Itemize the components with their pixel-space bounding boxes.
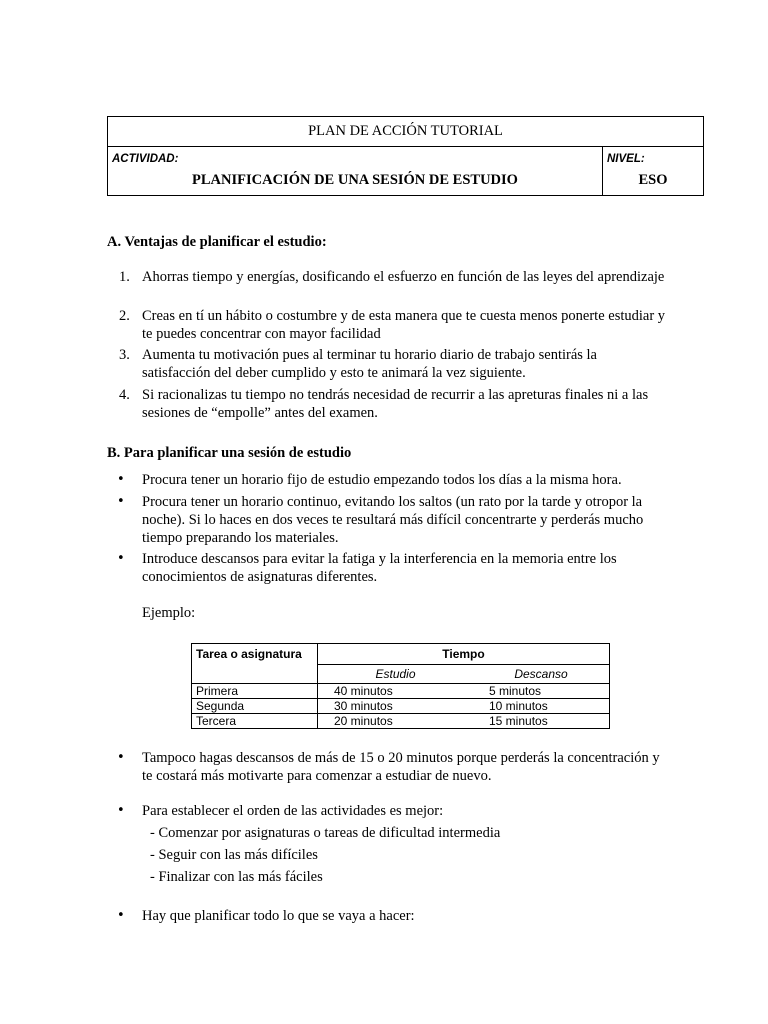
table-subheader-rest: Descanso <box>473 665 610 684</box>
list-item <box>107 268 667 286</box>
list-number: 1. <box>119 269 130 285</box>
example-table <box>191 643 610 729</box>
table-cell: 30 minutos <box>318 699 474 714</box>
list-item-text: Creas en tí un hábito o costumbre y de esta manera que te cuesta menos ponerte estudiar y te puedes concentrar con mayor facilidad <box>142 308 666 342</box>
list-number: 4. <box>119 387 130 403</box>
list-item <box>107 749 667 785</box>
list-item-text: Si racionalizas tu tiempo no tendrás necesidad de recurrir a las apreturas finales ni a las sesiones de “empolle” antes del examen. <box>142 387 649 421</box>
list-item-text: Ahorras tiempo y energías, dosificando el esfuerzo en función de las leyes del aprendizaje <box>142 269 665 285</box>
bullet-icon: • <box>117 908 125 923</box>
level-label: NIVEL: <box>607 153 645 165</box>
header-table <box>107 116 704 196</box>
list-number: 2. <box>119 308 130 324</box>
table-cell: 5 minutos <box>473 684 610 699</box>
list-item <box>107 550 667 586</box>
activity-cell <box>108 147 603 195</box>
list-item-text: Hay que planificar todo lo que se vaya a hacer: <box>142 908 415 924</box>
table-cell: 10 minutos <box>473 699 610 714</box>
list-item-text: Procura tener un horario fijo de estudio empezando todos los días a la misma hora. <box>142 472 622 488</box>
section-b-title: B. Para planificar una sesión de estudio <box>107 445 352 461</box>
activity-value: PLANIFICACIÓN DE UNA SESIÓN DE ESTUDIO <box>192 172 518 188</box>
table-cell: Primera <box>192 684 318 699</box>
list-item <box>107 907 667 925</box>
header-row <box>108 147 703 195</box>
table-row <box>192 684 610 699</box>
header-title: PLAN DE ACCIÓN TUTORIAL <box>108 117 703 147</box>
list-item <box>107 471 667 489</box>
list-item <box>107 802 667 820</box>
list-item <box>107 307 667 343</box>
bullet-icon: • <box>117 494 125 509</box>
list-item-text: Aumenta tu motivación pues al terminar tu horario diario de trabajo sentirás la satisfacción del deber cumplido y esto te animará la vez siguiente. <box>142 347 597 381</box>
list-item-text: Tampoco hagas descansos de más de 15 o 20 minutos porque perderás la concentración y te costará más motivarte para comenzar a estudiar de nuevo. <box>142 750 660 784</box>
table-cell: Tercera <box>192 714 318 729</box>
table-cell: 15 minutos <box>473 714 610 729</box>
table-cell: Segunda <box>192 699 318 714</box>
level-cell <box>603 147 703 195</box>
bullet-icon: • <box>117 551 125 566</box>
activity-label: ACTIVIDAD: <box>112 153 179 165</box>
order-subitem: - Finalizar con las más fáciles <box>150 869 323 885</box>
order-subitem: - Seguir con las más difíciles <box>150 847 318 863</box>
example-label: Ejemplo: <box>142 605 196 621</box>
list-item-text: Para establecer el orden de las actividades es mejor: <box>142 803 444 819</box>
bullet-icon: • <box>117 750 125 765</box>
table-subheader-study: Estudio <box>318 665 474 684</box>
list-item <box>107 493 667 547</box>
section-a-title: A. Ventajas de planificar el estudio: <box>107 234 327 250</box>
table-header-empty <box>192 665 318 684</box>
list-item <box>107 386 667 422</box>
list-item-text: Introduce descansos para evitar la fatiga y la interferencia en la memoria entre los conocimientos de asignaturas diferentes. <box>142 551 617 585</box>
table-cell: 40 minutos <box>318 684 474 699</box>
order-subitem: - Comenzar por asignaturas o tareas de dificultad intermedia <box>150 825 501 841</box>
list-item <box>107 346 667 382</box>
table-row <box>192 714 610 729</box>
table-header-task: Tarea o asignatura <box>192 644 318 665</box>
table-row <box>192 699 610 714</box>
bullet-icon: • <box>117 803 125 818</box>
bullet-icon: • <box>117 472 125 487</box>
table-cell: 20 minutos <box>318 714 474 729</box>
level-value: ESO <box>638 172 668 188</box>
list-number: 3. <box>119 347 130 363</box>
table-header-time: Tiempo <box>318 644 610 665</box>
list-item-text: Procura tener un horario continuo, evitando los saltos (un rato por la tarde y otropor la noche). Si lo haces en dos veces te resultará más difícil concentrarte y perderás mucho tiempo preparando los materiales. <box>142 494 644 546</box>
